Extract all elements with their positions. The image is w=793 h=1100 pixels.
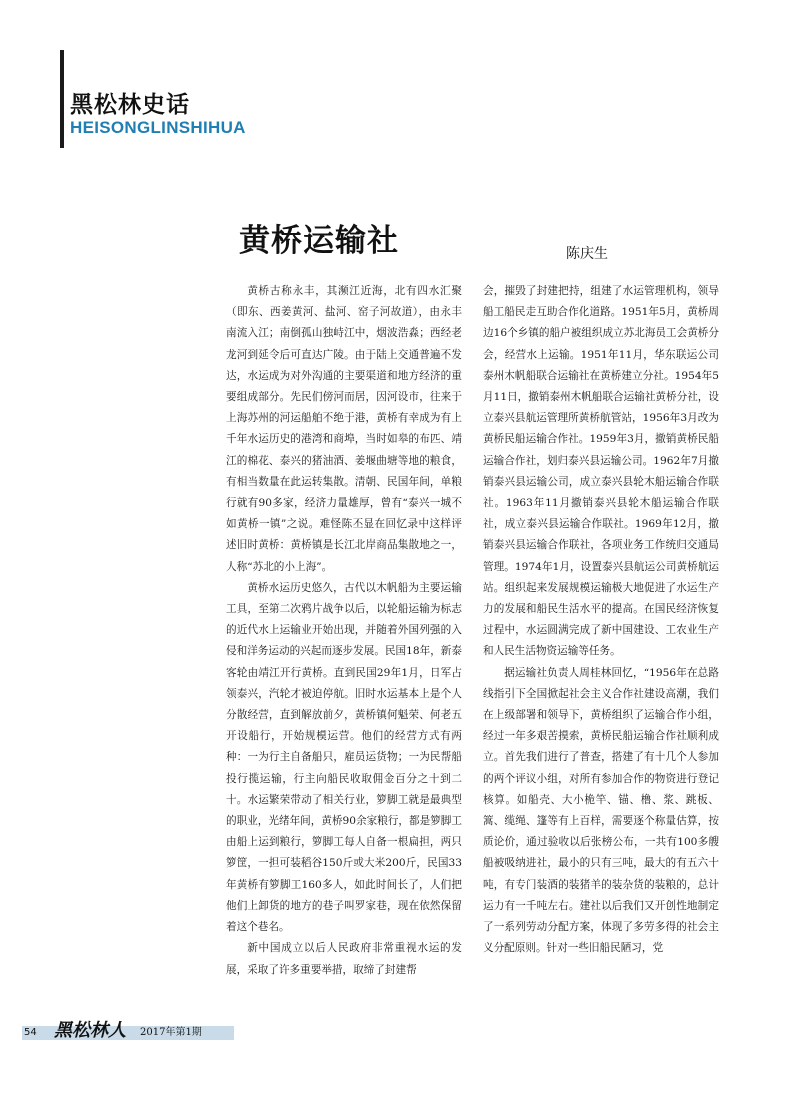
- paragraph: 据运输社负责人周桂林回忆，“1956年在总路线指引下全国掀起社会主义合作社建设高潮，我们在上级部署和领导下，黄桥组织了运输合作小组，经过一年多艰苦摸索，黄桥民船运输合作社顺利成立。首先我们进行了普查，搭建了有十几个人参加的两个评议小组，对所有参加合作的物资进行登记核算。如船壳、大小桅竿、锚、橹、浆、跳板、篙、缆绳、篷等有上百样，需要逐个称量估算，按质论价，通过验收以后张榜公布，一共有100多艘船被吸纳进社，最小的只有三吨，最大的有五六十吨，有专门装酒的装猪羊的装杂货的装粮的，总计运力有一千吨左右。建社以后我们又开创性地制定了一系列劳动分配方案，体现了多劳多得的社会主义分配原则。针对一些旧船民陋习，党: [483, 666, 719, 955]
- issue-label: 2017年第1期: [140, 1027, 202, 1038]
- article-column-right: [483, 281, 719, 960]
- page-number: 54: [24, 1027, 37, 1038]
- magazine-logo-text: 黑松林人: [54, 1020, 126, 1040]
- paragraph: 新中国成立以后人民政府非常重视水运的发展，采取了许多重要举措，取缔了封建帮: [226, 942, 462, 976]
- paragraph: 黄桥古称永丰，其濒江近海，北有四水汇聚（即东、西姜黄河、盐河、窑子河故道），由永丰南流入江；南倒孤山独峙江中，烟波浩淼；西经老龙河到延令后可直达广陵。由于陆上交通普遍不发达，水运成为对外沟通的主要渠道和地方经济的重要组成部分。先民们傍河而居，因河设市，往来于上海苏州的河运船舶不绝于港，黄桥有幸成为有上千年水运历史的港湾和商埠，当时如皋的布匹、靖江的棉花、泰兴的猪油酒、姜堰曲塘等地的粮食，有相当数量在此运转集散。清朝、民国年间，单粮行就有90多家，经济力量雄厚，曾有“泰兴一城不如黄桥一镇”之说。难怪陈丕显在回忆录中这样评述旧时黄桥：黄桥镇是长江北岸商品集散地之一，人称“苏北的小上海”。: [226, 285, 462, 573]
- magazine-logo: [52, 1018, 128, 1040]
- column-name-en: HEISONGLINSHIHUA: [70, 118, 246, 137]
- article-column-left: [226, 281, 462, 981]
- column-name-cn: 黑松林史话: [70, 92, 190, 118]
- paragraph: 会，摧毁了封建把持，组建了水运管理机构，领导船工船民走互助合作化道路。1951年5月，黄桥周边16个乡镇的船户被组织成立苏北海员工会黄桥分会，经营水上运输。1951年11月，华东联运公司泰州木帆船联合运输社在黄桥建立分社。1954年5月11日，撤销泰州木帆船联合运输社黄桥分社，设立泰兴县航运管理所黄桥航管站，1956年3月改为黄桥民船运输合作社。1959年3月，撤销黄桥民船运输合作社，划归泰兴县运输公司。1962年7月撤销泰兴县运输公司，成立泰兴县轮木船运输合作联社。1963年11月撤销泰兴县轮木船运输合作联社，成立泰兴县运输合作联社。1969年12月，撤销泰兴县运输合作联社，各项业务工作统归交通局管理。1974年1月，设置泰兴县航运公司黄桥航运站。组织起来发展规模运输极大地促进了水运生产力的发展和船民生活水平的提高。在国民经济恢复过程中，水运圆满完成了新中国建设、工农业生产和人民生活物资运输等任务。: [483, 285, 719, 658]
- paragraph: 黄桥水运历史悠久，古代以木帆船为主要运输工具，至第二次鸦片战争以后，以轮船运输为标志的近代水上运输业开始出现，并随着外国列强的入侵和洋务运动的兴起而逐步发展。民国18年，新泰客轮由靖江开行黄桥。直到民国29年1月，日军占领泰兴，汽轮才被迫停航。旧时水运基本上是个人分散经营，直到解放前夕，黄桥镇何魁荣、何老五开设船行，开始规模运营。他们的经营方式有两种：一为行主自备船只，雇员运货物；一为民帮船投行揽运输，行主向船民收取佣金百分之十到二十。水运繁荣带动了相关行业，箩脚工就是最典型的职业，光绪年间，黄桥90余家粮行，都是箩脚工由船上运到粮行，箩脚工每人自备一根扁担，两只箩筐，一担可装稻谷150斤或大米200斤，民国33年黄桥有箩脚工160多人，如此时间长了，人们把他们上卸货的地方的巷子叫罗家巷，现在依然保留着这个巷名。: [226, 581, 462, 934]
- article-title: 黄桥运输社: [239, 223, 399, 259]
- article-author: 陈庆生: [566, 246, 608, 262]
- header-divider-bar: [60, 50, 64, 148]
